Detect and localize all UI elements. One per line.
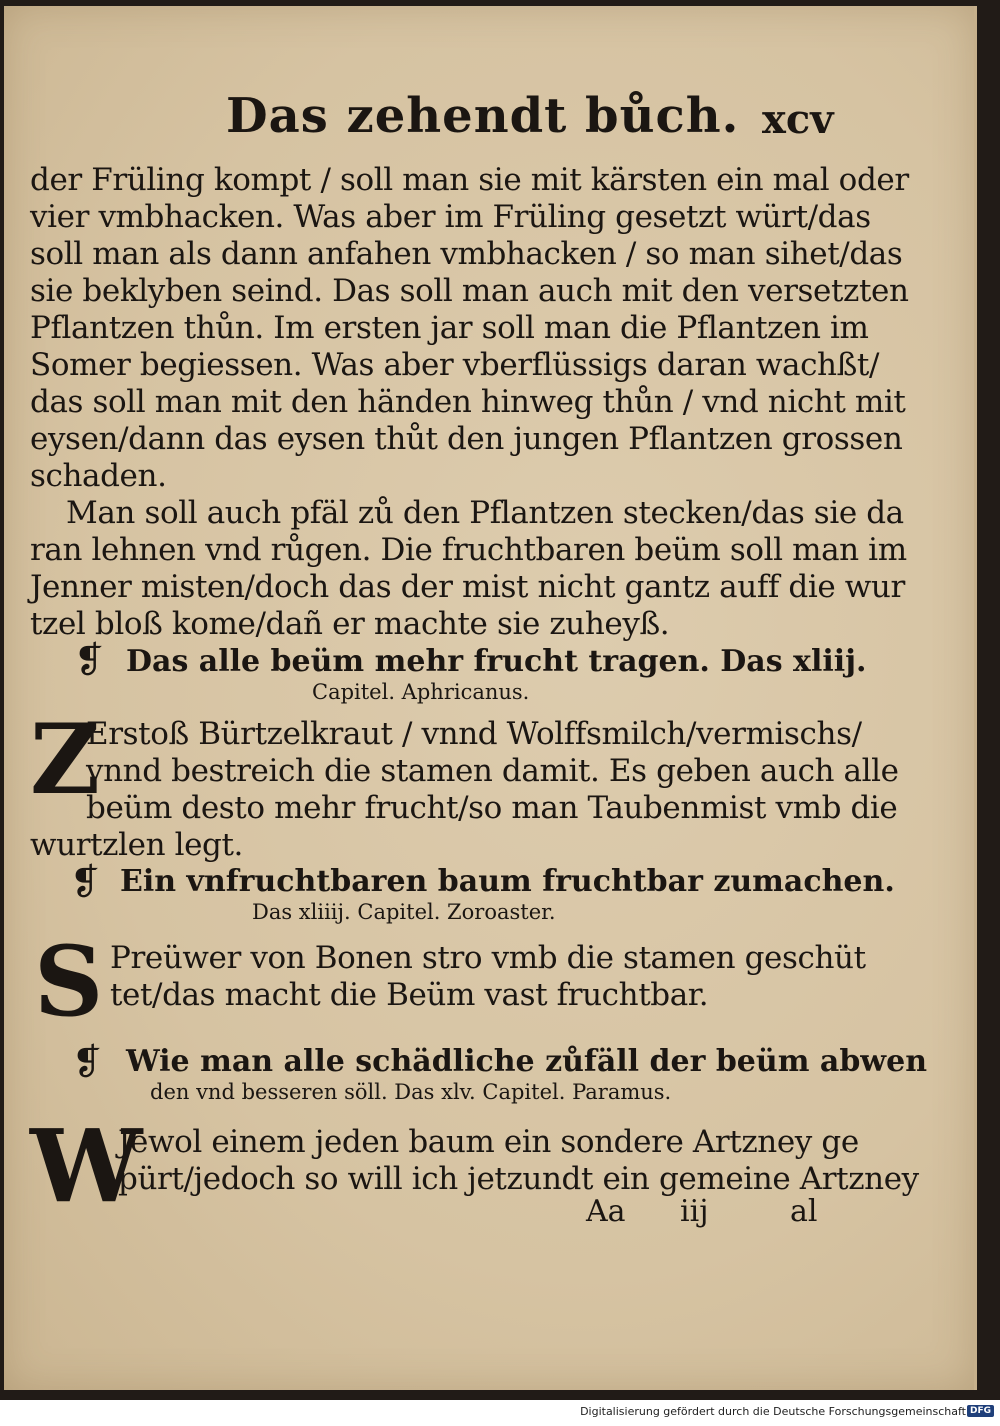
running-head-title: Das zehendt bůch. bbox=[226, 88, 740, 144]
body-line: Erstoß Bürtzelkraut / vnnd Wolffsmilch/vermischs/ bbox=[86, 716, 862, 752]
paragraph-mark-icon: ❡ bbox=[70, 862, 101, 903]
drop-initial: S bbox=[34, 925, 104, 1038]
chapter-heading: Ein vnfruchtbaren baum fruchtbar zumachen. bbox=[120, 864, 895, 899]
body-line: das soll man mit den händen hinweg thůn / vnd nicht mit bbox=[30, 384, 906, 420]
body-line: Jenner misten/doch das der mist nicht gantz auff die wur bbox=[30, 569, 905, 605]
chapter-subheading: Das xliiij. Capitel. Zoroaster. bbox=[252, 900, 556, 924]
dfg-logo: DFG bbox=[967, 1405, 994, 1417]
body-line: beüm desto mehr frucht/so man Taubenmist vmb die bbox=[86, 790, 898, 826]
paragraph-mark-icon: ❡ bbox=[72, 1042, 103, 1083]
body-line: wurtzlen legt. bbox=[30, 827, 244, 863]
body-line: tet/das macht die Beüm vast fruchtbar. bbox=[110, 977, 709, 1013]
body-line: vier vmbhacken. Was aber im Früling gesetzt würt/das bbox=[30, 199, 871, 235]
chapter-heading: Wie man alle schädliche zůfäll der beüm abwen bbox=[126, 1044, 928, 1079]
chapter-subheading: Capitel. Aphricanus. bbox=[312, 680, 530, 704]
body-line: vnnd bestreich die stamen damit. Es geben auch alle bbox=[86, 753, 899, 789]
drop-initial: W bbox=[30, 1107, 143, 1225]
signature-number: iij bbox=[680, 1194, 709, 1229]
body-line: der Früling kompt / soll man sie mit kärsten ein mal oder bbox=[30, 162, 909, 198]
body-line: Jewol einem jeden baum ein sondere Artzney ge bbox=[118, 1124, 859, 1160]
body-line: soll man als dann anfahen vmbhacken / so man sihet/das bbox=[30, 236, 903, 272]
drop-initial: Z bbox=[30, 703, 101, 816]
body-line: Preüwer von Bonen stro vmb die stamen geschüt bbox=[110, 940, 866, 976]
body-line: tzel bloß kome/dañ er machte sie zuheyß. bbox=[30, 606, 670, 642]
body-line: sie beklyben seind. Das soll man auch mit den versetzten bbox=[30, 273, 909, 309]
body-line: ran lehnen vnd růgen. Die fruchtbaren beüm soll man im bbox=[30, 532, 907, 568]
body-line: Somer begiessen. Was aber vberflüssigs daran wachßt/ bbox=[30, 347, 880, 383]
chapter-subheading: den vnd besseren söll. Das xlv. Capitel. Paramus. bbox=[150, 1080, 672, 1104]
body-line: Man soll auch pfäl zů den Pflantzen stecken/das sie da bbox=[66, 495, 904, 531]
body-line: schaden. bbox=[30, 458, 167, 494]
folio-number: xcv bbox=[762, 96, 834, 143]
paragraph-mark-icon: ❡ bbox=[74, 640, 105, 681]
catchword: al bbox=[790, 1194, 818, 1229]
body-line: Pflantzen thůn. Im ersten jar soll man die Pflantzen im bbox=[30, 310, 869, 346]
body-line: eysen/dann das eysen thůt den jungen Pflantzen grossen bbox=[30, 421, 903, 457]
chapter-heading: Das alle beüm mehr frucht tragen. Das xliij. bbox=[126, 644, 867, 679]
footer-credit: Digitalisierung gefördert durch die Deutsche Forschungsgemeinschaft bbox=[580, 1405, 966, 1418]
body-line: pürt/jedoch so will ich jetzundt ein gemeine Artzney bbox=[118, 1161, 919, 1197]
signature-mark: Aa bbox=[586, 1194, 626, 1229]
